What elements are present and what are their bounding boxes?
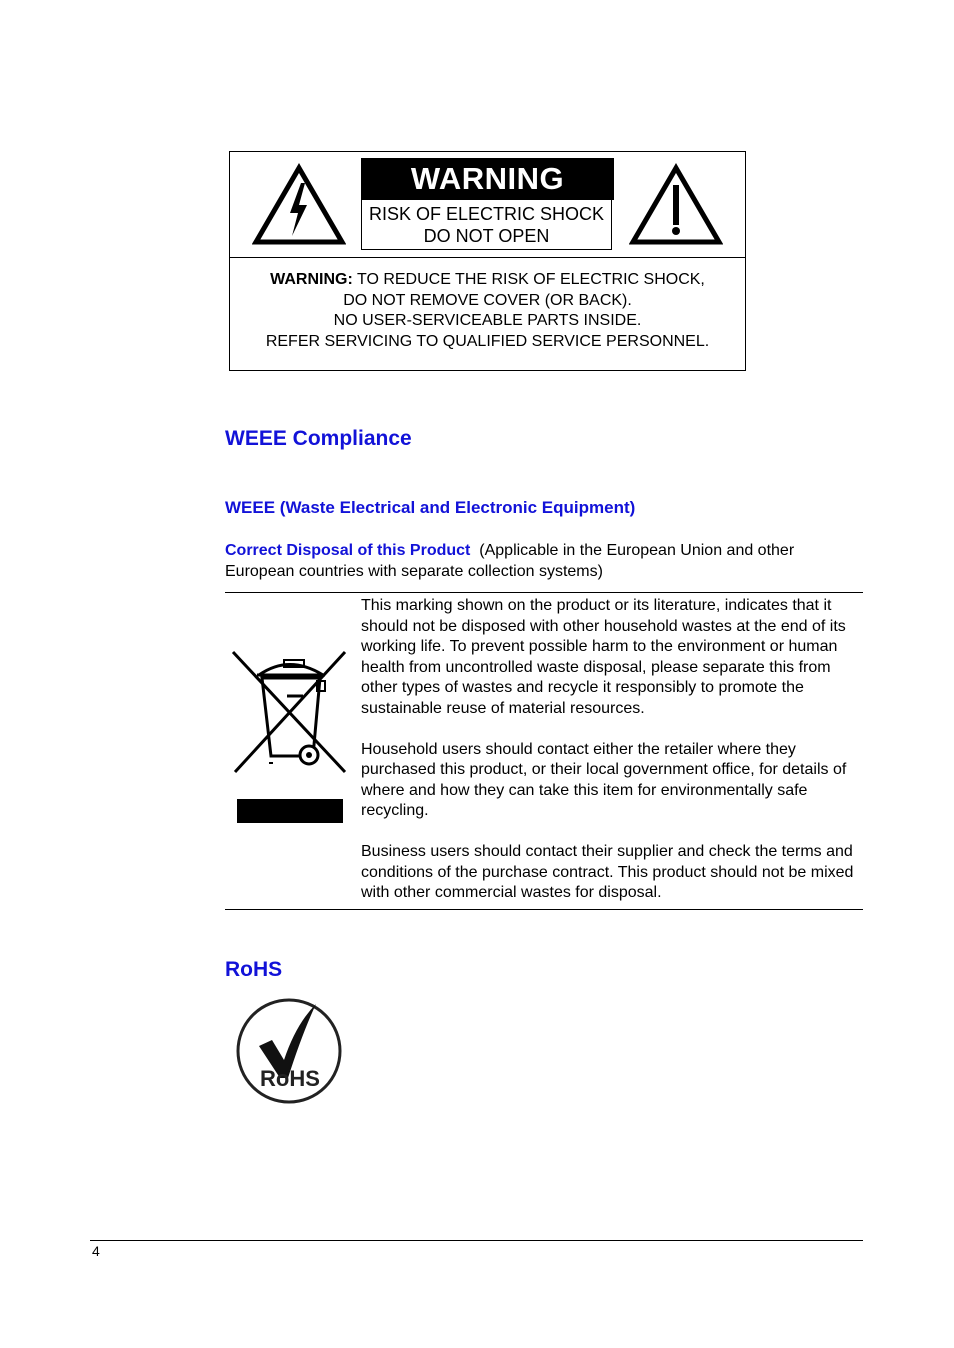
exclamation-warning-icon xyxy=(629,163,723,246)
disposal-paragraph xyxy=(225,541,845,582)
weee-table-bottom-rule xyxy=(225,909,863,910)
warning-subtitle xyxy=(361,200,612,250)
disposal-text: (Applicable in the European Union and other European countries with separate collection systems) xyxy=(225,542,799,580)
warning-body xyxy=(231,270,744,352)
weee-subheading: WEEE (Waste Electrical and Electronic Equipment) xyxy=(225,498,636,517)
rohs-logo-text: RoHS xyxy=(260,1066,320,1091)
warning-title: WARNING xyxy=(361,158,614,200)
electric-shock-warning-icon xyxy=(252,163,346,246)
weee-paragraph-marking: This marking shown on the product or its literature, indicates that it should not be disposed with other household wastes at the end of its working life. To prevent possible harm to the environment or human health from uncontrolled waste disposal, please separate this from other types of wastes and recycle it responsibly to promote the sustainable reuse of material resources. xyxy=(361,597,846,717)
warning-body-line1-text: TO REDUCE THE RISK OF ELECTRIC SHOCK, xyxy=(352,271,705,288)
footer-rule xyxy=(90,1240,863,1241)
warning-body-line4: REFER SERVICING TO QUALIFIED SERVICE PERSONNEL. xyxy=(265,332,710,350)
warning-subtitle-line2: DO NOT OPEN xyxy=(423,226,550,246)
warning-subtitle-line1: RISK OF ELECTRIC SHOCK xyxy=(368,204,605,224)
warning-body-line3: NO USER-SERVICEABLE PARTS INSIDE. xyxy=(333,312,642,329)
weee-paragraph-household: Household users should contact either the retailer where they purchased this product, or their local government office, for details of where and how they can take this item for environmentally safe recycling. xyxy=(361,740,847,819)
warning-body-label: WARNING: xyxy=(270,271,353,288)
weee-black-bar xyxy=(237,799,343,823)
weee-description xyxy=(361,596,859,924)
weee-table-top-rule xyxy=(225,592,863,593)
page-number: 4 xyxy=(92,1243,100,1259)
weee-heading: WEEE Compliance xyxy=(225,427,412,450)
crossed-out-wheelie-bin-icon xyxy=(229,648,351,778)
warning-body-line2: DO NOT REMOVE COVER (OR BACK). xyxy=(343,291,632,309)
warning-body-line1 xyxy=(231,270,744,291)
disposal-label: Correct Disposal of this Product xyxy=(225,542,471,559)
warning-box-divider xyxy=(229,257,746,258)
weee-paragraph-business: Business users should contact their supplier and check the terms and conditions of the purchase contract. This product should not be mixed with other commercial wastes for disposal. xyxy=(361,843,854,901)
rohs-checkmark-logo xyxy=(232,994,350,1108)
rohs-heading: RoHS xyxy=(225,958,283,981)
